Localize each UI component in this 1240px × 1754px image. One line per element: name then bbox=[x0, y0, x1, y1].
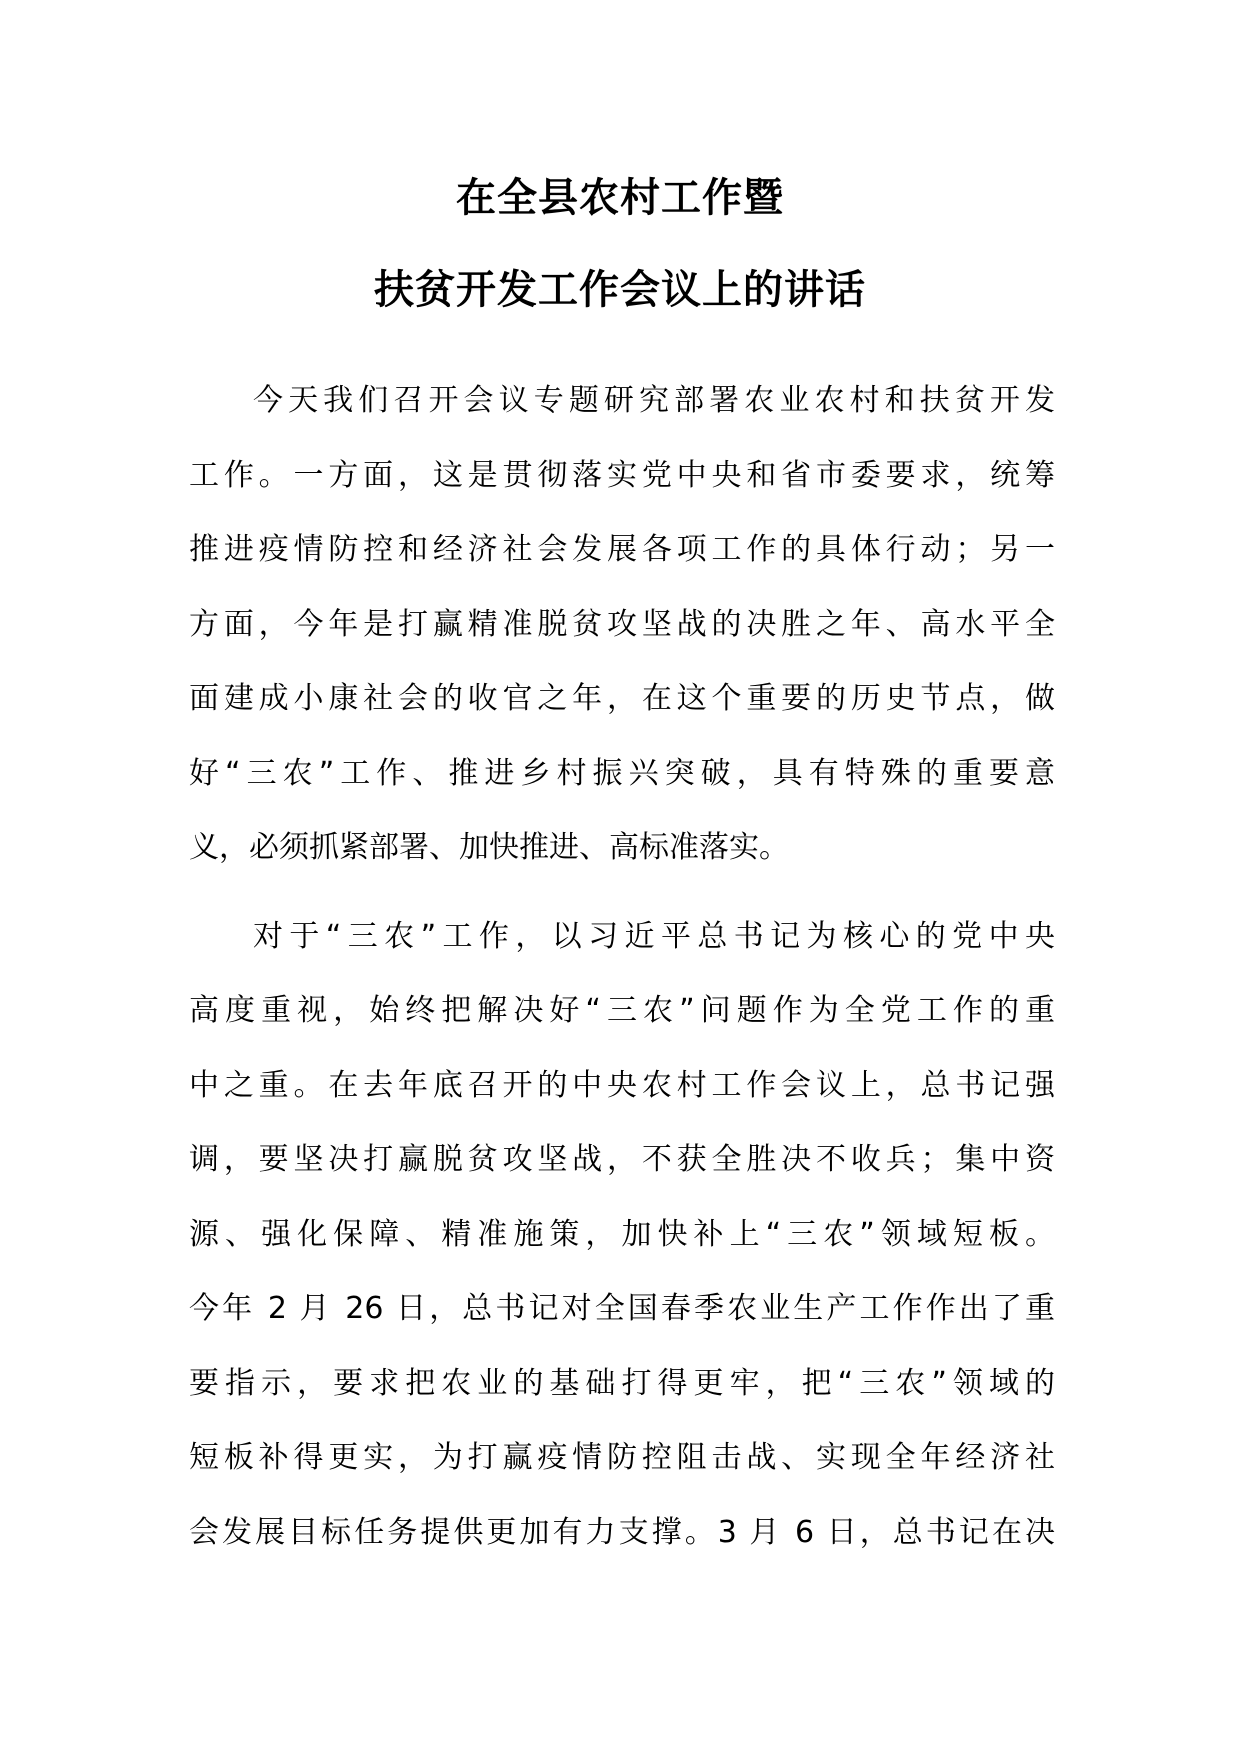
paragraph-1 bbox=[189, 364, 1055, 886]
paragraph-line: 会发展目标任务提供更加有力支撑。3 月 6 日，总书记在决 bbox=[189, 1514, 1055, 1550]
paragraph-line: 好“三农”工作、推进乡村振兴突破，具有特殊的重要意 bbox=[189, 755, 1055, 791]
title-line-2: 扶贫开发工作会议上的讲话 bbox=[374, 267, 866, 313]
paragraph-line: 调，要坚决打赢脱贫攻坚战，不获全胜决不收兵；集中资 bbox=[189, 1142, 1055, 1177]
paragraph-line: 源、强化保障、精准施策，加快补上“三农”领域短板。 bbox=[189, 1216, 1055, 1252]
paragraph-line: 中之重。在去年底召开的中央农村工作会议上，总书记强 bbox=[189, 1067, 1055, 1103]
title-line-1: 在全县农村工作暨 bbox=[456, 175, 784, 221]
paragraph-2 bbox=[189, 900, 1055, 1571]
paragraph-line: 短板补得更实，为打赢疫情防控阻击战、实现全年经济社 bbox=[189, 1440, 1055, 1475]
paragraph-line: 方面，今年是打赢精准脱贫攻坚战的决胜之年、高水平全 bbox=[189, 606, 1055, 642]
paragraph-line: 今年 2 月 26 日，总书记对全国春季农业生产工作作出了重 bbox=[189, 1291, 1055, 1326]
paragraph-line: 推进疫情防控和经济社会发展各项工作的具体行动；另一 bbox=[189, 532, 1055, 567]
paragraph-line: 要指示，要求把农业的基础打得更牢，把“三农”领域的 bbox=[189, 1365, 1055, 1401]
document-body bbox=[189, 364, 1055, 1570]
paragraph-line: 高度重视，始终把解决好“三农”问题作为全党工作的重 bbox=[189, 993, 1055, 1028]
paragraph-line: 工作。一方面，这是贯彻落实党中央和省市委要求，统筹 bbox=[189, 457, 1055, 493]
paragraph-line: 义，必须抓紧部署、加快推进、高标准落实。 bbox=[189, 830, 789, 865]
paragraph-line: 面建成小康社会的收官之年，在这个重要的历史节点，做 bbox=[189, 681, 1055, 716]
paragraph-line: 今天我们召开会议专题研究部署农业农村和扶贫开发 bbox=[253, 383, 1055, 418]
paragraph-line: 对于“三农”工作，以习近平总书记为核心的党中央 bbox=[253, 918, 1055, 954]
